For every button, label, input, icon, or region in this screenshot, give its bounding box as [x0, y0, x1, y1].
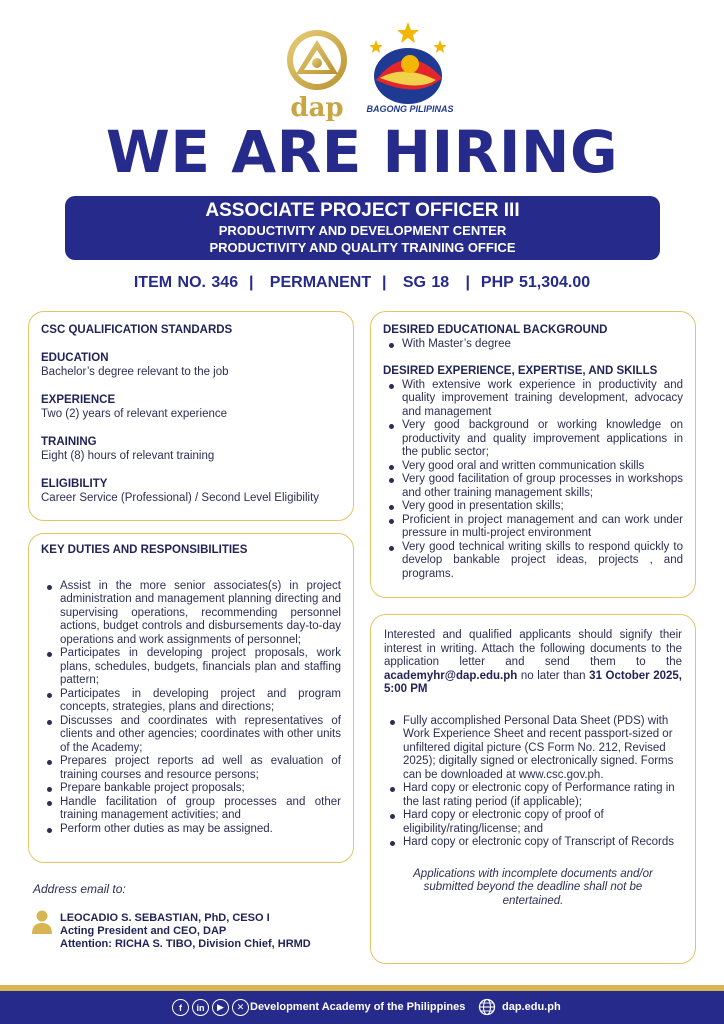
- facebook-icon[interactable]: f: [172, 999, 189, 1016]
- section-text: Career Service (Professional) / Second Level Eligibility: [41, 492, 320, 504]
- list-item: Discusses and coordinates with representatives of clients and other agencies; coordinates with other units of the Academy;: [41, 715, 341, 756]
- position-banner: [65, 196, 660, 260]
- list-item: Handle facilitation of group processes and other training management activities; and: [41, 796, 341, 823]
- intro-text: Interested and qualified applicants should signify their interest in writing. Attach the following documents to the application letter and send them to the: [384, 629, 682, 668]
- csc-qualification-card: [28, 311, 354, 521]
- application-note: Applications with incomplete documents and/or submitted beyond the deadline shall not be entertained.: [413, 867, 653, 907]
- csc-education: [41, 352, 341, 380]
- desired-edu-heading: DESIRED EDUCATIONAL BACKGROUND: [383, 324, 608, 336]
- list-item: Hard copy or electronic copy of proof of eligibility/rating/license; and: [384, 809, 682, 836]
- list-item: Perform other duties as may be assigned.: [41, 823, 341, 837]
- section-title: ELIGIBILITY: [41, 477, 108, 490]
- list-item: Proficient in project management and can work under pressure in multi-project environment: [383, 514, 683, 541]
- position-title: ASSOCIATE PROJECT OFFICER III: [205, 200, 520, 221]
- list-item: Hard copy or electronic copy of Performance rating in the last rating period (if applicable);: [384, 782, 682, 809]
- hero-heading: WE ARE HIRING: [105, 118, 619, 186]
- x-icon[interactable]: ✕: [232, 999, 249, 1016]
- footer: [0, 991, 724, 1024]
- csc-experience: [41, 394, 341, 422]
- list-item: With extensive work experience in productivity and quality improvement training development, advocacy and management: [383, 379, 683, 420]
- footer-website-link[interactable]: dap.edu.ph: [502, 1001, 561, 1013]
- address-block: [60, 912, 311, 951]
- linkedin-icon[interactable]: in: [192, 999, 209, 1016]
- dap-wordmark: dap: [290, 93, 344, 121]
- list-item: Very good oral and written communication skills: [383, 460, 683, 474]
- list-item: Assist in the more senior associates(s) in project administration and management planning directing and supervising operations, recommending personnel actions, budget controls and disbursements day-to-day operations and work assignments of personnel;: [41, 580, 341, 648]
- list-item: Very good facilitation of group processes in workshops and other training management skills;: [383, 473, 683, 500]
- section-text: Bachelor’s degree relevant to the job: [41, 366, 229, 378]
- item-details-row: ITEM NO. 346 | PERMANENT | SG 18 | PHP 51,304.00: [133, 274, 591, 291]
- footer-org-name: Development Academy of the Philippines: [250, 1001, 466, 1013]
- application-deadline: 31 October 2025, 5:00 PM: [384, 669, 682, 695]
- duties-list: [41, 580, 341, 837]
- duties-card: [28, 533, 354, 863]
- person-icon: [32, 910, 52, 934]
- section-title: EXPERIENCE: [41, 393, 116, 406]
- list-item: Very good in presentation skills;: [383, 500, 683, 514]
- logo-area: [0, 20, 724, 125]
- application-email[interactable]: academyhr@dap.edu.ph: [384, 669, 518, 682]
- requirements-list: [384, 715, 682, 850]
- application-card: [370, 614, 696, 964]
- list-item: Very good technical writing skills to respond quickly to develop bankable project ideas, projects , and programs.: [383, 541, 683, 582]
- social-icons: [172, 999, 249, 1016]
- address-label: Address email to:: [33, 882, 126, 896]
- bagong-pilipinas-text: BAGONG PILIPINAS: [366, 104, 454, 114]
- duties-heading: KEY DUTIES AND RESPONSIBILITIES: [41, 544, 248, 556]
- section-text: Eight (8) hours of relevant training: [41, 450, 215, 462]
- list-item: Very good background or working knowledge on productivity and quality improvement applications in the public sector;: [383, 419, 683, 460]
- desired-edu-list: [383, 338, 683, 352]
- list-item: Prepare bankable project proposals;: [41, 782, 341, 796]
- globe-icon: [478, 998, 496, 1016]
- csc-heading: CSC QUALIFICATION STANDARDS: [41, 324, 233, 336]
- section-title: TRAINING: [41, 435, 97, 448]
- list-item: Participates in developing project proposals, work plans, schedules, budgets, financials plan and staffing pattern;: [41, 647, 341, 688]
- desired-exp-list: [383, 379, 683, 582]
- list-item: Hard copy or electronic copy of Transcript of Records: [384, 836, 682, 850]
- csc-eligibility: [41, 478, 341, 506]
- dap-logo: [272, 26, 362, 121]
- list-item: Participates in developing project and program concepts, strategies, plans and directions;: [41, 688, 341, 715]
- list-item: Prepares project reports ad well as evaluation of training courses and resource persons;: [41, 755, 341, 782]
- section-title: EDUCATION: [41, 351, 109, 364]
- position-center: PRODUCTIVITY AND DEVELOPMENT CENTER: [218, 223, 507, 238]
- intro-middle-text: no later than: [517, 669, 590, 682]
- desired-qualifications-card: [370, 311, 696, 598]
- position-office: PRODUCTIVITY AND QUALITY TRAINING OFFICE: [209, 240, 516, 255]
- desired-exp-heading: DESIRED EXPERIENCE, EXPERTISE, AND SKILLS: [383, 365, 658, 377]
- addressee-attention: Attention: RICHA S. TIBO, Division Chief, HRMD: [60, 938, 311, 950]
- addressee-role: Acting President and CEO, DAP: [60, 925, 227, 937]
- csc-training: [41, 436, 341, 464]
- list-item: With Master’s degree: [383, 338, 683, 352]
- application-intro: [384, 629, 682, 697]
- section-text: Two (2) years of relevant experience: [41, 408, 228, 420]
- youtube-icon[interactable]: ▶: [212, 999, 229, 1016]
- addressee-name: LEOCADIO S. SEBASTIAN, PhD, CESO I: [60, 912, 270, 924]
- list-item: Fully accomplished Personal Data Sheet (PDS) with Work Experience Sheet and recent passport-sized or unfiltered digital picture (CS Form No. 212, Revised 2025); digitally signed or electronically signed. Forms can be downloaded at www.csc.gov.ph.: [384, 715, 682, 783]
